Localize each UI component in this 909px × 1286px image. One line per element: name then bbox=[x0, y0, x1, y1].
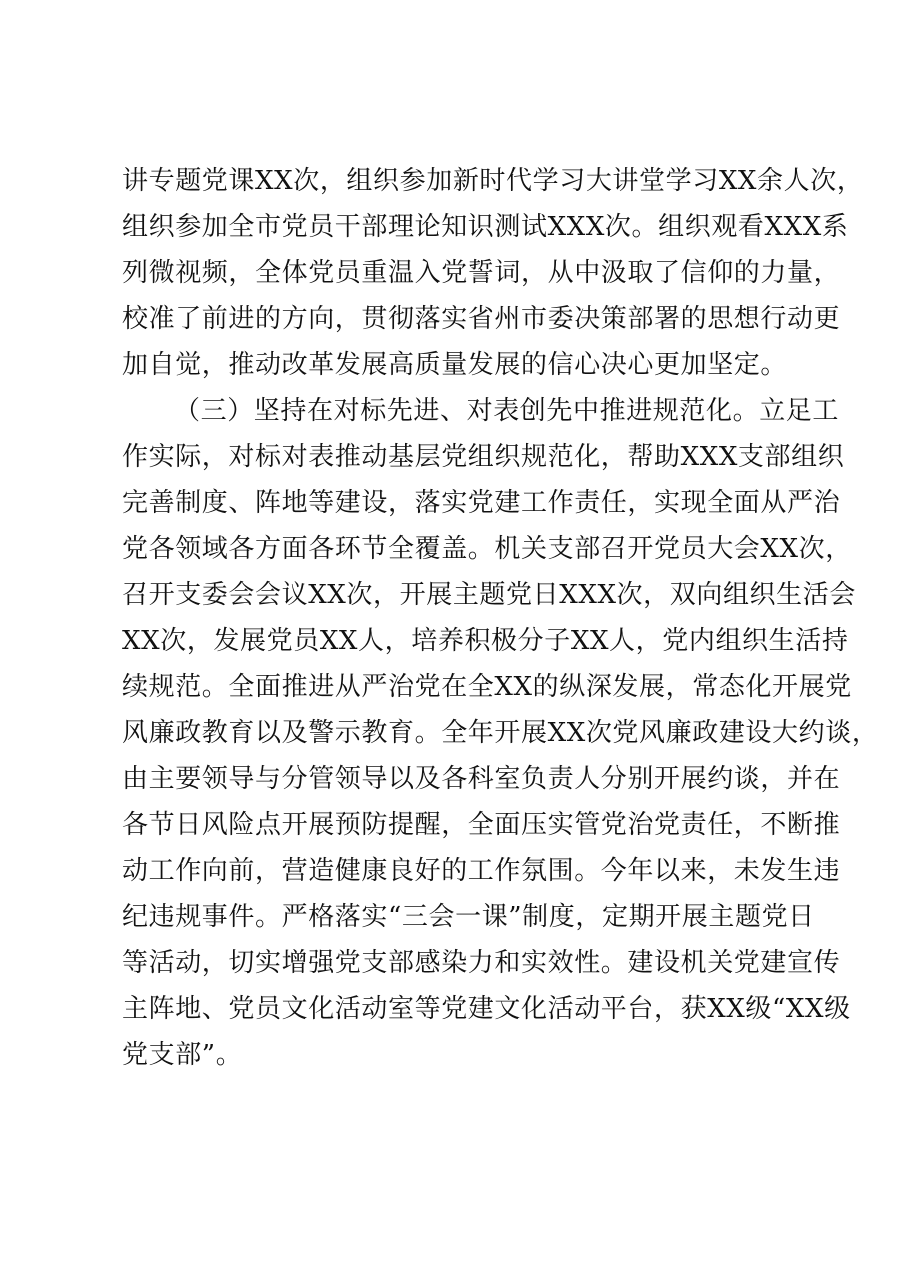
text-line-7: 作实际，对标对表推动基层党组织规范化，帮助XXX支部组织 bbox=[122, 442, 845, 472]
text-line-18: 等活动，切实增强党支部感染力和实效性。建设机关党建宣传 bbox=[122, 948, 841, 978]
text-line-10: 召开支委会会议XX次，开展主题党日XXX次，双向组织生活会 bbox=[122, 580, 856, 610]
text-line-20: 党支部”。 bbox=[122, 1040, 243, 1070]
text-line-11: XX次，发展党员XX人，培养积极分子XX人，党内组织生活持 bbox=[122, 626, 849, 656]
text-line-6-section-heading: （三）坚持在对标先进、对表创先中推进规范化。立足工 bbox=[174, 396, 840, 426]
text-line-19: 主阵地、党员文化活动室等党建文化活动平台，获XX级“XX级 bbox=[122, 994, 851, 1024]
text-line-15: 各节日风险点开展预防提醒，全面压实管党治党责任，不断推 bbox=[122, 810, 841, 840]
text-line-5: 加自觉，推动改革发展高质量发展的信心决心更加坚定。 bbox=[122, 350, 788, 380]
text-line-1: 讲专题党课XX次，组织参加新时代学习大讲堂学习XX余人次， bbox=[122, 166, 864, 196]
text-line-9: 党各领域各方面各环节全覆盖。机关支部召开党员大会XX次， bbox=[122, 534, 852, 564]
text-line-8: 完善制度、阵地等建设，落实党建工作责任，实现全面从严治 bbox=[122, 488, 841, 518]
text-line-2: 组织参加全市党员干部理论知识测试XXX次。组织观看XXX系 bbox=[122, 212, 849, 242]
text-line-12: 续规范。全面推进从严治党在全XX的纵深发展，常态化开展党 bbox=[122, 672, 852, 702]
text-line-4: 校准了前进的方向，贯彻落实省州市委决策部署的思想行动更 bbox=[122, 304, 841, 334]
text-line-14: 由主要领导与分管领导以及各科室负责人分别开展约谈，并在 bbox=[122, 764, 841, 794]
text-line-16: 动工作向前，营造健康良好的工作氛围。今年以来，未发生违 bbox=[122, 856, 841, 886]
text-line-13: 风廉政教育以及警示教育。全年开展XX次党风廉政建设大约谈， bbox=[122, 718, 879, 748]
text-line-3: 列微视频，全体党员重温入党誓词，从中汲取了信仰的力量， bbox=[122, 258, 841, 288]
text-line-17: 纪违规事件。严格落实“三会一课”制度，定期开展主题党日 bbox=[122, 902, 815, 932]
